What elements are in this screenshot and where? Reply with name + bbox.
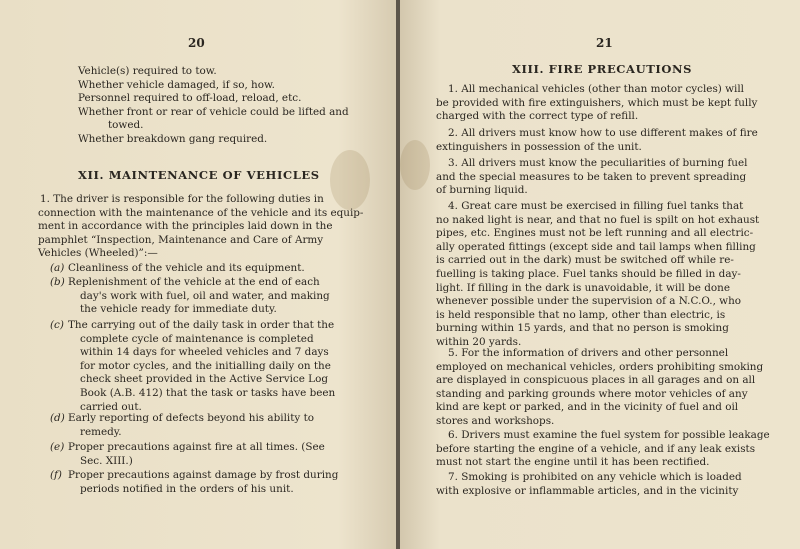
paragraph-line: no naked light is near, and that no fuel is spilt on hot exhaust — [436, 213, 760, 226]
tow-requirements-list — [78, 65, 349, 147]
item-line: Cleanliness of the vehicle and its equipment. — [68, 262, 305, 274]
item-line: Proper precautions against damage by frost during — [68, 469, 339, 481]
paragraph-line: must not start the engine until it has been rectified. — [436, 456, 710, 469]
paragraph-line: fuelling is taking place. Fuel tanks should be filled in day- — [436, 267, 741, 280]
fire-paragraph-5 — [436, 347, 763, 429]
paragraph-line: be provided with fire extinguishers, which must be kept fully — [436, 96, 758, 109]
left-page — [0, 0, 398, 549]
paragraph-line: 4. Great care must be exercised in filling fuel tanks that — [448, 200, 744, 212]
item-line: Sec. XIII.) — [80, 454, 133, 467]
paragraph-line: 5. For the information of drivers and other personnel — [448, 347, 729, 359]
paragraph-line: ally operated fittings (except side and tail lamps when filling — [436, 240, 756, 253]
paragraph-line: whenever possible under the supervision of a N.C.O., who — [436, 295, 742, 308]
fire-paragraph-7 — [436, 471, 742, 498]
item-label: (b) — [50, 276, 65, 288]
paragraph-line: connection with the maintenance of the vehicle and its equip- — [38, 206, 364, 219]
paragraph-line: Vehicles (Wheeled)”:— — [38, 247, 158, 260]
paragraph-line: 3. All drivers must know the peculiarities of burning fuel — [448, 157, 748, 169]
list-line: Whether vehicle damaged, if so, how. — [78, 78, 275, 91]
item-line: Book (A.B. 412) that the task or tasks have been — [80, 386, 336, 399]
fire-paragraph-1 — [436, 83, 757, 124]
paragraph-line: pipes, etc. Engines must not be left running and all electric- — [436, 227, 754, 240]
item-line: remedy. — [80, 425, 122, 438]
item-line: day's work with fuel, oil and water, and making — [80, 289, 330, 302]
paragraph-line: 1. The driver is responsible for the following duties in — [40, 193, 324, 205]
item-line: complete cycle of maintenance is completed — [80, 332, 314, 345]
paragraph-line: is carried out in the dark) must be switched off while re- — [436, 254, 734, 267]
item-line: the vehicle ready for immediate duty. — [80, 303, 277, 316]
item-line: The carrying out of the daily task in order that the — [68, 319, 335, 331]
paragraph-line: extinguishers in possession of the unit. — [436, 140, 642, 153]
duty-item-b — [50, 276, 330, 317]
item-line: check sheet provided in the Active Service Log — [80, 373, 328, 386]
paragraph-line: 2. All drivers must know how to use different makes of fire — [448, 127, 758, 139]
paragraph-line: are displayed in conspicuous places in all garages and on all — [436, 374, 756, 387]
item-line: Replenishment of the vehicle at the end of each — [68, 276, 320, 288]
paragraph-line: charged with the correct type of refill. — [436, 110, 639, 123]
item-label: (f) — [50, 469, 62, 481]
paragraph-line: stores and workshops. — [436, 414, 555, 427]
paragraph-line: 7. Smoking is prohibited on any vehicle which is loaded — [448, 471, 742, 483]
section-heading: XII. MAINTENANCE OF VEHICLES — [78, 168, 320, 182]
paragraph-line: of burning liquid. — [436, 184, 528, 197]
paragraph-line: 1. All mechanical vehicles (other than motor cycles) will — [448, 83, 744, 95]
list-line: Whether front or rear of vehicle could be lifted and — [78, 105, 349, 118]
paper-stain — [400, 140, 430, 190]
fire-paragraph-4 — [436, 200, 759, 350]
item-label: (e) — [50, 441, 65, 453]
paragraph-line: before starting the engine of a vehicle, and if any leak exists — [436, 442, 756, 455]
paragraph-line: within 20 yards. — [436, 335, 522, 348]
fire-paragraph-3 — [436, 157, 747, 198]
page-number: 21 — [596, 36, 613, 50]
item-line: carried out. — [80, 400, 142, 413]
item-label: (c) — [50, 319, 64, 331]
paragraph-line: employed on mechanical vehicles, orders prohibiting smoking — [436, 360, 764, 373]
duty-item-d — [50, 412, 314, 439]
list-line: Personnel required to off-load, reload, etc. — [78, 92, 302, 105]
paragraph-line: 6. Drivers must examine the fuel system for possible leakage — [448, 429, 770, 441]
paragraph-1 — [38, 193, 363, 261]
item-label: (a) — [50, 262, 65, 274]
paragraph-line: standing and parking grounds where motor vehicles of any — [436, 387, 748, 400]
paragraph-line: is held responsible that no lamp, other than electric, is — [436, 308, 726, 321]
duty-item-a — [50, 262, 305, 276]
paragraph-line: burning within 15 yards, and that no person is smoking — [436, 322, 729, 335]
list-line: Whether breakdown gang required. — [78, 132, 268, 145]
item-line: within 14 days for wheeled vehicles and 7 days — [80, 346, 329, 359]
paragraph-line: kind are kept or parked, and in the vicinity of fuel and oil — [436, 401, 739, 414]
paragraph-line: light. If filling in the dark is unavoidable, it will be done — [436, 281, 731, 294]
item-line: Early reporting of defects beyond his ability to — [68, 412, 315, 424]
fire-paragraph-2 — [436, 127, 758, 154]
page-number: 20 — [188, 36, 205, 50]
paragraph-line: with explosive or inflammable articles, and in the vicinity — [436, 484, 739, 497]
item-line: periods notified in the orders of his unit. — [80, 482, 294, 495]
list-line: Vehicle(s) required to tow. — [78, 65, 217, 77]
item-label: (d) — [50, 412, 65, 424]
item-line: for motor cycles, and the initialling daily on the — [80, 359, 331, 372]
fire-paragraph-6 — [436, 429, 770, 470]
section-heading: XIII. FIRE PRECAUTIONS — [512, 62, 692, 76]
paragraph-line: and the special measures to be taken to prevent spreading — [436, 170, 747, 183]
duty-item-f — [50, 469, 338, 496]
duty-item-e — [50, 441, 325, 468]
item-line: Proper precautions against fire at all times. (See — [68, 441, 325, 453]
paragraph-line: pamphlet “Inspection, Maintenance and Care of Army — [38, 233, 324, 246]
duty-item-c — [50, 319, 335, 414]
right-page — [400, 0, 800, 549]
paragraph-line: ment in accordance with the principles laid down in the — [38, 220, 333, 233]
list-line: towed. — [108, 119, 144, 132]
